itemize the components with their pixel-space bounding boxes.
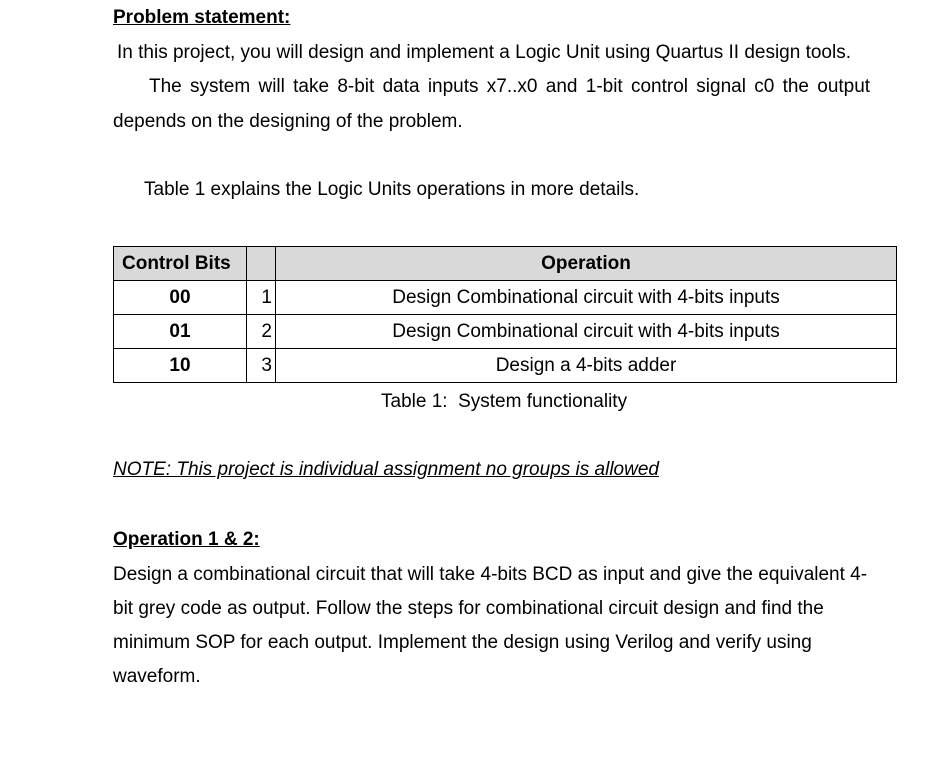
table-header-row: [114, 247, 897, 281]
operation-cell: Design a 4-bits adder: [276, 349, 897, 383]
table-row: [114, 349, 897, 383]
row-number-cell: 1: [247, 281, 276, 315]
operation-line-3: minimum SOP for each output. Implement the design using Verilog and verify using: [113, 632, 812, 653]
row-number-cell: 2: [247, 315, 276, 349]
control-bits-cell: 00: [114, 281, 247, 315]
header-empty-cell: [247, 247, 276, 281]
operation-cell: Design Combinational circuit with 4-bits inputs: [276, 281, 897, 315]
control-bits-cell: 10: [114, 349, 247, 383]
operation-cell: Design Combinational circuit with 4-bits inputs: [276, 315, 897, 349]
problem-statement-heading: Problem statement:: [113, 7, 291, 28]
operations-table: [113, 246, 897, 383]
row-number-cell: 3: [247, 349, 276, 383]
control-bits-cell: 01: [114, 315, 247, 349]
operation-1-2-heading: Operation 1 & 2:: [113, 529, 260, 550]
problem-line-1: In this project, you will design and implement a Logic Unit using Quartus II design tools.: [117, 42, 851, 63]
table-intro: Table 1 explains the Logic Units operations in more details.: [144, 179, 640, 200]
table-row: [114, 281, 897, 315]
problem-line-2: The system will take 8-bit data inputs x7..x0 and 1-bit control signal c0 the output: [149, 76, 871, 97]
problem-line-3: depends on the designing of the problem.: [113, 111, 463, 132]
header-operation: Operation: [276, 247, 897, 281]
header-control-bits: Control Bits: [114, 247, 247, 281]
note-text: NOTE: This project is individual assignment no groups is allowed: [113, 459, 659, 480]
table-row: [114, 315, 897, 349]
operation-line-2: bit grey code as output. Follow the steps for combinational circuit design and find the: [113, 598, 824, 619]
table-caption: Table 1: System functionality: [381, 391, 628, 412]
operation-line-4: waveform.: [113, 666, 201, 687]
operation-line-1: Design a combinational circuit that will take 4-bits BCD as input and give the equivalent 4-: [113, 564, 868, 585]
